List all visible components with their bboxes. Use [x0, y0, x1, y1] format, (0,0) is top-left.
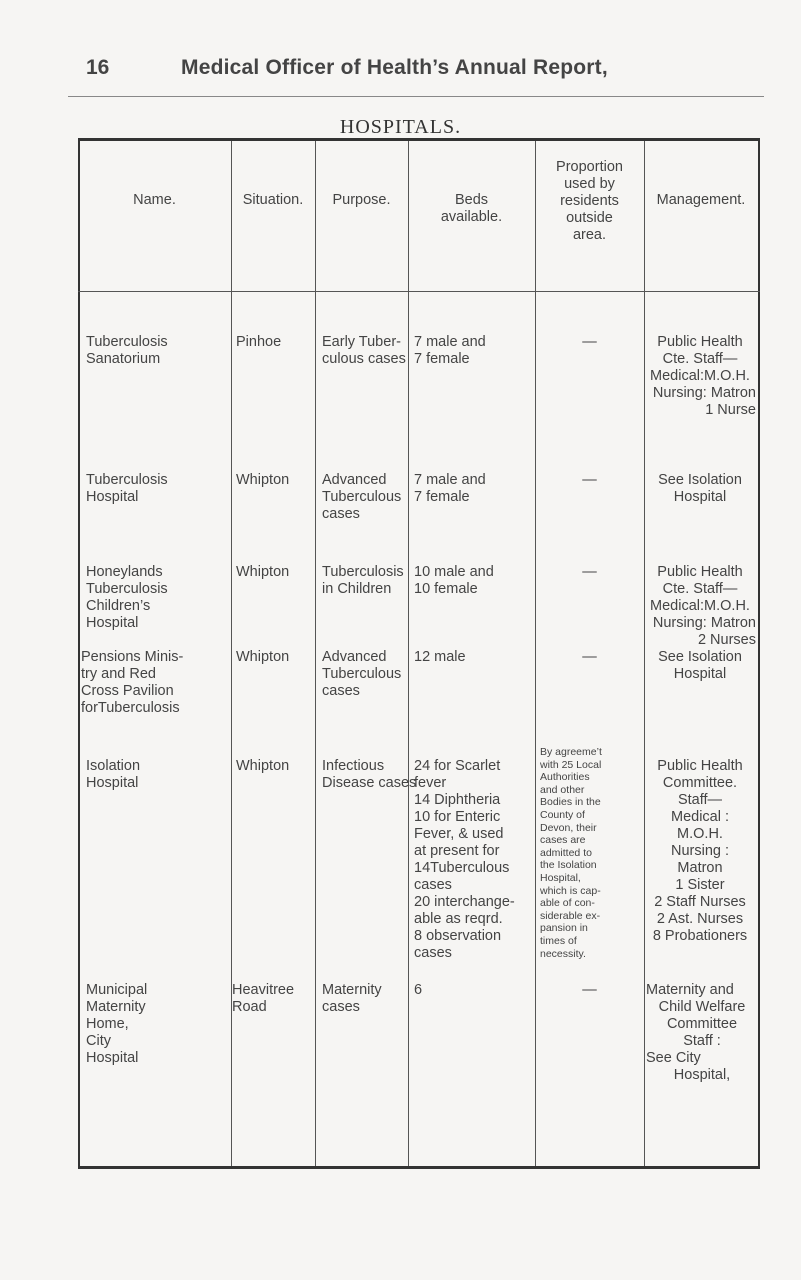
table-cell-management: Maternity and Child Welfare Committee Staff : See City Hospital, — [646, 982, 746, 1083]
table-cell-situation: Whipton — [236, 649, 290, 665]
table-cell-proportion: By agreeme’t with 25 Local Authorities and other Bodies in the County of Devon, their cases are admitted to the Isolation Hospital, which is cap- able of con- siderable ex- pansion in times of necessity. — [540, 746, 602, 960]
table-cell-beds: 6 — [414, 982, 423, 998]
table-cell-situation: Heavitree Road — [232, 982, 295, 1015]
table-cell-beds: 7 male and 7 female — [414, 334, 486, 367]
table-cell-situation: Whipton — [236, 472, 290, 488]
table-cell-name: Pensions Minis- try and Red Cross Pavilion forTuberculosis — [81, 649, 184, 716]
column-divider — [408, 141, 409, 1166]
table-cell-purpose: Early Tuber- culous cases — [322, 334, 406, 367]
table-cell-management: Public Health Cte. Staff— Medical:M.O.H. Nursing: Matron 2 Nurses — [650, 564, 756, 648]
table-cell-beds: 7 male and 7 female — [414, 472, 486, 505]
section-title: HOSPITALS. — [339, 116, 462, 138]
table-cell-situation: Whipton — [236, 758, 290, 774]
table-cell-proportion: — — [582, 982, 597, 998]
table-cell-proportion: — — [582, 564, 597, 580]
header-rule — [78, 291, 760, 292]
table-cell-management: Public Health Committee. Staff— Medical : M.O.H. Nursing : Matron 1 Sister 2 Staff Nurses 2 Ast. Nurses 8 Probationers — [652, 758, 748, 944]
table-cell-name: Isolation Hospital — [86, 758, 141, 791]
table-cell-purpose: Tuberculosis in Children — [322, 564, 404, 597]
table-cell-beds: 12 male — [414, 649, 466, 665]
table-cell-proportion: — — [582, 472, 597, 488]
table-cell-proportion: — — [582, 649, 597, 665]
table-cell-name: Municipal Maternity Home, City Hospital — [86, 982, 148, 1066]
column-header-management: Management. — [656, 192, 746, 208]
table-cell-management: See Isolation Hospital — [658, 472, 742, 505]
table-cell-situation: Pinhoe — [236, 334, 282, 350]
table-border-left — [78, 141, 80, 1166]
page-header — [68, 56, 764, 97]
table-cell-situation: Whipton — [236, 564, 290, 580]
running-title: Medical Officer of Health’s Annual Report, — [181, 56, 608, 79]
table-cell-name: Honeylands Tuberculosis Children’s Hospital — [86, 564, 168, 631]
table-cell-beds: 24 for Scarlet fever 14 Diphtheria 10 for Enteric Fever, & used at present for 14Tuberculous cases 20 interchange- able as reqrd. 8 observation cases — [414, 758, 515, 961]
table-cell-name: Tuberculosis Hospital — [86, 472, 168, 505]
table-border-right — [758, 141, 760, 1166]
table-cell-proportion: — — [582, 334, 597, 350]
column-header-purpose: Purpose. — [332, 192, 391, 208]
table-cell-purpose: Advanced Tuberculous cases — [322, 649, 402, 699]
page-number: 16 — [86, 56, 110, 79]
table-cell-purpose: Advanced Tuberculous cases — [322, 472, 402, 522]
table-cell-name: Tuberculosis Sanatorium — [86, 334, 168, 367]
column-header-situation: Situation. — [242, 192, 304, 208]
table-cell-beds: 10 male and 10 female — [414, 564, 494, 597]
table-cell-purpose: Infectious Disease cases — [322, 758, 417, 791]
column-header-proportion: Proportion used by residents outside area. — [556, 159, 623, 243]
hospitals-table — [78, 138, 760, 1169]
column-header-name: Name. — [133, 192, 176, 208]
column-divider — [315, 141, 316, 1166]
table-cell-management: See Isolation Hospital — [658, 649, 742, 682]
column-header-beds: Beds available. — [440, 192, 503, 225]
table-cell-management: Public Health Cte. Staff— Medical:M.O.H. Nursing: Matron 1 Nurse — [650, 334, 756, 418]
table-cell-purpose: Maternity cases — [322, 982, 382, 1015]
